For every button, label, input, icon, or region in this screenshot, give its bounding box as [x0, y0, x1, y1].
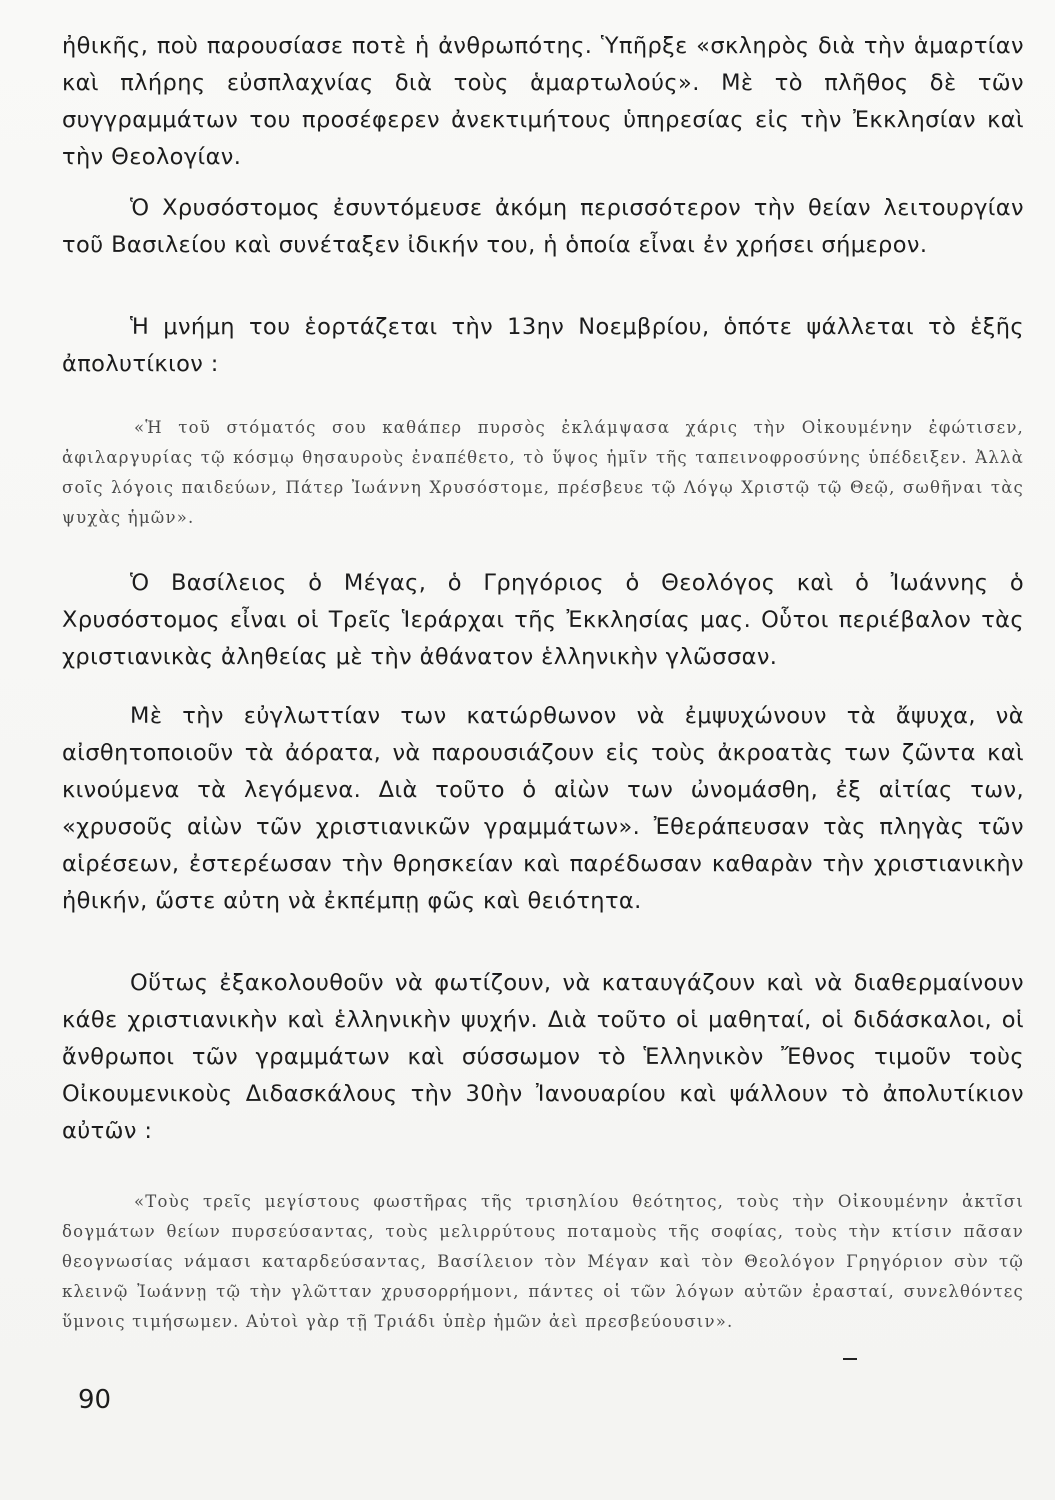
apolytikion-quote-2: «Τοὺς τρεῖς μεγίστους φωστῆρας τῆς τρισηλίου θεότητος, τοὺς τὴν Οἰκουμένην ἀκτῖσι δογμάτων θείων πυρσεύσαντας, τοὺς μελιρρύτους ποταμοὺς τῆς σοφίας, τοὺς τὴν κτίσιν πᾶσαν θεογνωσίας νάμασι καταρδεύσαντας, Βασίλειον τὸν Μέγαν καὶ τὸν Θεολόγον Γρηγόριον σὺν τῷ κλεινῷ Ἰωάννῃ τῷ τὴν γλῶτταν χρυσορρήμονι, πάντες οἱ τῶν λόγων αὐτῶν ἐρασταί, συνελθόντες ὕμνοις τιμήσωμεν. Αὐτοὶ γὰρ τῇ Τριάδι ὑπὲρ ἡμῶν ἀεὶ πρεσβεύουσιν».: [62, 1192, 1024, 1331]
dash-mark: [843, 1358, 857, 1360]
paragraph-5: Μὲ τὴν εὐγλωττίαν των κατώρθωνον νὰ ἐμψυχώνουν τὰ ἄψυχα, νὰ αἰσθητοποιοῦν τὰ ἀόρατα, νὰ παρουσιάζουν εἰς τοὺς ἀκροατὰς των ζῶντα καὶ κινούμενα τὰ λεγόμενα. Διὰ τοῦτο ὁ αἰὼν των ὠνομάσθη, ἐξ αἰτίας των, «χρυσοῦς αἰὼν τῶν χριστιανικῶν γραμμάτων». Ἐθεράπευσαν τὰς πληγὰς τῶν αἱρέσεων, ἐστερέωσαν τὴν θρησκείαν καὶ παρέδωσαν καθαρὰν τὴν χριστιανικὴν ἠθικήν, ὥστε αὐτη νὰ ἐκπέμπῃ φῶς καὶ θειότητα.: [62, 703, 1024, 914]
paragraph-4: Ὁ Βασίλειος ὁ Μέγας, ὁ Γρηγόριος ὁ Θεολόγος καὶ ὁ Ἰωάννης ὁ Χρυσόστομος εἶναι οἱ Τρεῖς Ἱεράρχαι τῆς Ἐκκλησίας μας. Οὗτοι περιέβαλον τὰς χριστιανικὰς ἀληθείας μὲ τὴν ἀθάνατον ἑλληνικὴν γλῶσσαν.: [62, 570, 1024, 670]
paragraph-3: Ἡ μνήμη του ἑορτάζεται τὴν 13ην Νοεμβρίου, ὁπότε ψάλλεται τὸ ἑξῆς ἀπολυτίκιον :: [62, 314, 1024, 377]
apolytikion-quote-1: «Ἡ τοῦ στόματός σου καθάπερ πυρσὸς ἐκλάμψασα χάρις τὴν Οἰκουμένην ἐφώτισεν, ἀφιλαργυρίας τῷ κόσμῳ θησαυροὺς ἐναπέθετο, τὸ ὕψος ἡμῖν τῆς ταπεινοφροσύνης ὑπέδειξεν. Ἀλλὰ σοῖς λόγοις παιδεύων, Πάτερ Ἰωάννη Χρυσόστομε, πρέσβευε τῷ Λόγῳ Χριστῷ τῷ Θεῷ, σωθῆναι τὰς ψυχὰς ἡμῶν».: [62, 418, 1024, 527]
paragraph-1: ἠθικῆς, ποὺ παρουσίασε ποτὲ ἡ ἀνθρωπότης. Ὑπῆρξε «σκληρὸς διὰ τὴν ἁμαρτίαν καὶ πλήρης εὐσπλαχνίας διὰ τοὺς ἁμαρτωλούς». Μὲ τὸ πλῆθος δὲ τῶν συγγραμμάτων του προσέφερεν ἀνεκτιμήτους ὑπηρεσίας εἰς τὴν Ἐκκλησίαν καὶ τὴν Θεολογίαν.: [62, 33, 1024, 170]
paragraph-2: Ὁ Χρυσόστομος ἐσυντόμευσε ἀκόμη περισσότερον τὴν θείαν λειτουργίαν τοῦ Βασιλείου καὶ συνέταξεν ἰδικήν του, ἡ ὁποία εἶναι ἐν χρήσει σήμερον.: [62, 195, 1024, 258]
paragraph-6: Οὕτως ἐξακολουθοῦν νὰ φωτίζουν, νὰ καταυγάζουν καὶ νὰ διαθερμαίνουν κάθε χριστιανικὴν καὶ ἑλληνικὴν ψυχήν. Διὰ τοῦτο οἱ μαθηταί, οἱ διδάσκαλοι, οἱ ἄνθρωποι τῶν γραμμάτων καὶ σύσσωμον τὸ Ἑλληνικὸν Ἔθνος τιμοῦν τοὺς Οἰκουμενικοὺς Διδασκάλους τὴν 30ὴν Ἰανουαρίου καὶ ψάλλουν τὸ ἀπολυτίκιον αὐτῶν :: [62, 970, 1024, 1144]
page-number: 90: [78, 1385, 112, 1415]
